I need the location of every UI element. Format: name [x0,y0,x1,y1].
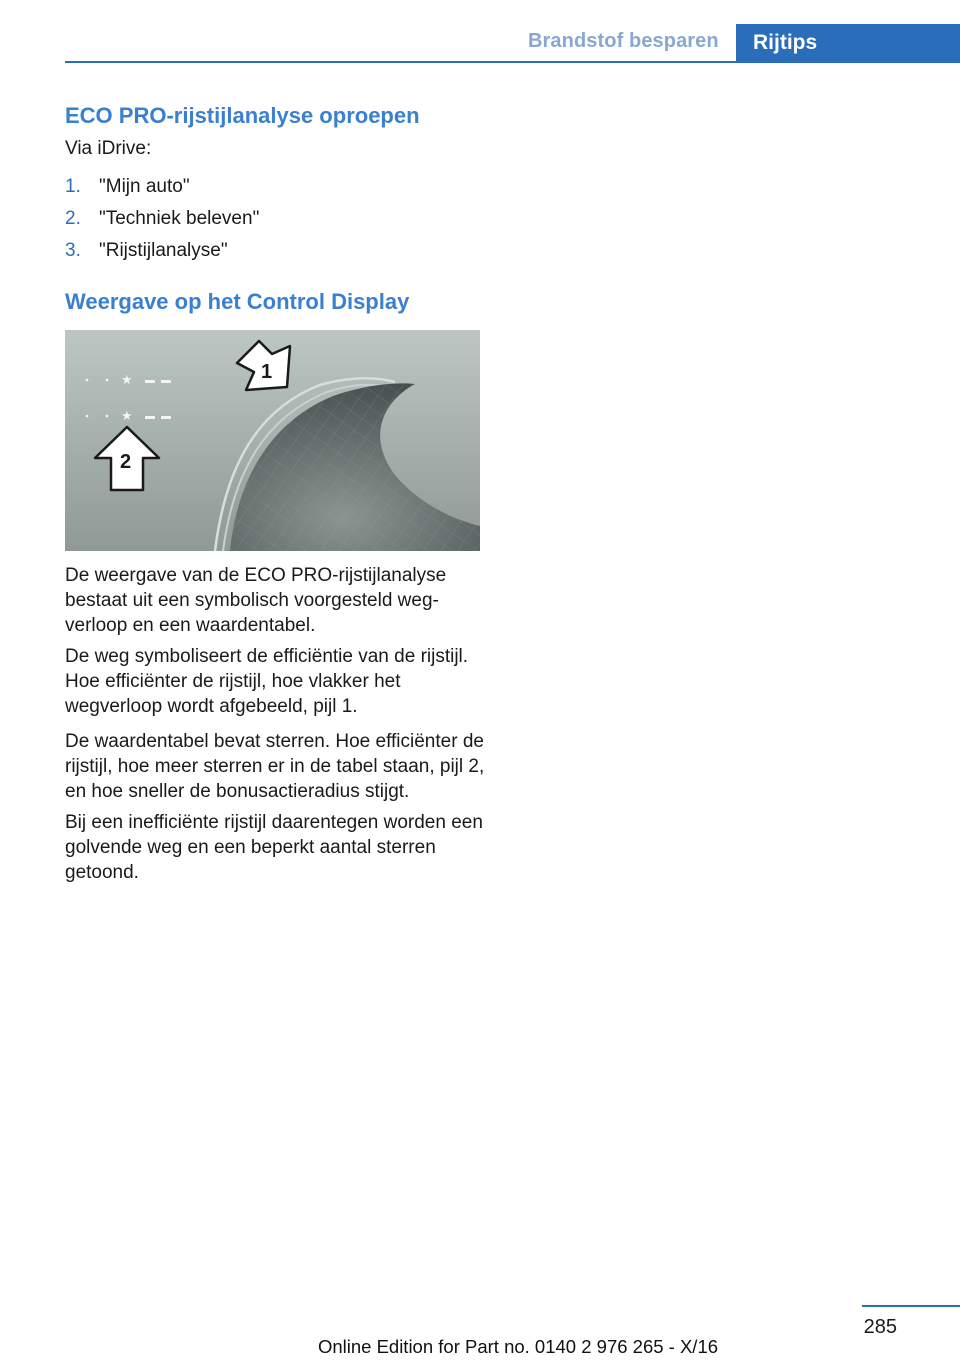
callout-label-2: 2 [120,451,132,473]
header-chapter-label: Rijtips [753,31,818,54]
paragraph: De weergave van de ECO PRO-rijstijlanalyse bestaat uit een symbolisch voorgesteld wegverloop en een waardentabel. [65,565,447,636]
footer-edition-text: Online Edition for Part no. 0140 2 976 265 - X/16 [317,1336,719,1357]
list-item [65,176,190,198]
star-icon: ★ [121,409,133,424]
header-section-title: Brandstof besparen [528,30,719,52]
list-item [65,208,259,230]
control-display-figure [65,330,480,551]
heading-call-up: ECO PRO-rijstijlanalyse oproepen [65,103,420,128]
list-text: "Mijn auto" [99,176,190,197]
footer-rule [862,1305,960,1307]
list-item [65,240,228,262]
list-text: "Techniek beleven" [99,208,260,229]
list-text: "Rijstijlanalyse" [99,240,228,261]
intro-text: Via iDrive: [65,138,152,159]
list-number: 3. [65,240,81,261]
paragraph: Bij een inefficiënte rijstijl daarentegen worden een golvende weg en een beperkt aantal sterren getoond. [65,812,483,883]
list-number: 2. [65,208,81,229]
header-chapter-tab [736,24,960,63]
heading-display: Weergave op het Control Display [65,289,410,314]
paragraph: De weg symboliseert de efficiëntie van de rijstijl. Hoe efficiënter de rijstijl, hoe vlakker het wegverloop wordt afgebeeld, pijl 1. [65,646,469,717]
paragraph: De waardentabel bevat sterren. Hoe efficiënter de rijstijl, hoe meer sterren er in de tabel staan, pijl 2, en hoe sneller de bonusactieradius stijgt. [65,731,485,802]
callout-label-1: 1 [261,361,273,383]
list-number: 1. [65,176,81,197]
control-display-illustration [65,330,480,551]
page-number: 285 [863,1316,897,1338]
header-rule [65,61,960,63]
star-icon: ★ [121,373,133,388]
footer-edition [0,1336,960,1358]
